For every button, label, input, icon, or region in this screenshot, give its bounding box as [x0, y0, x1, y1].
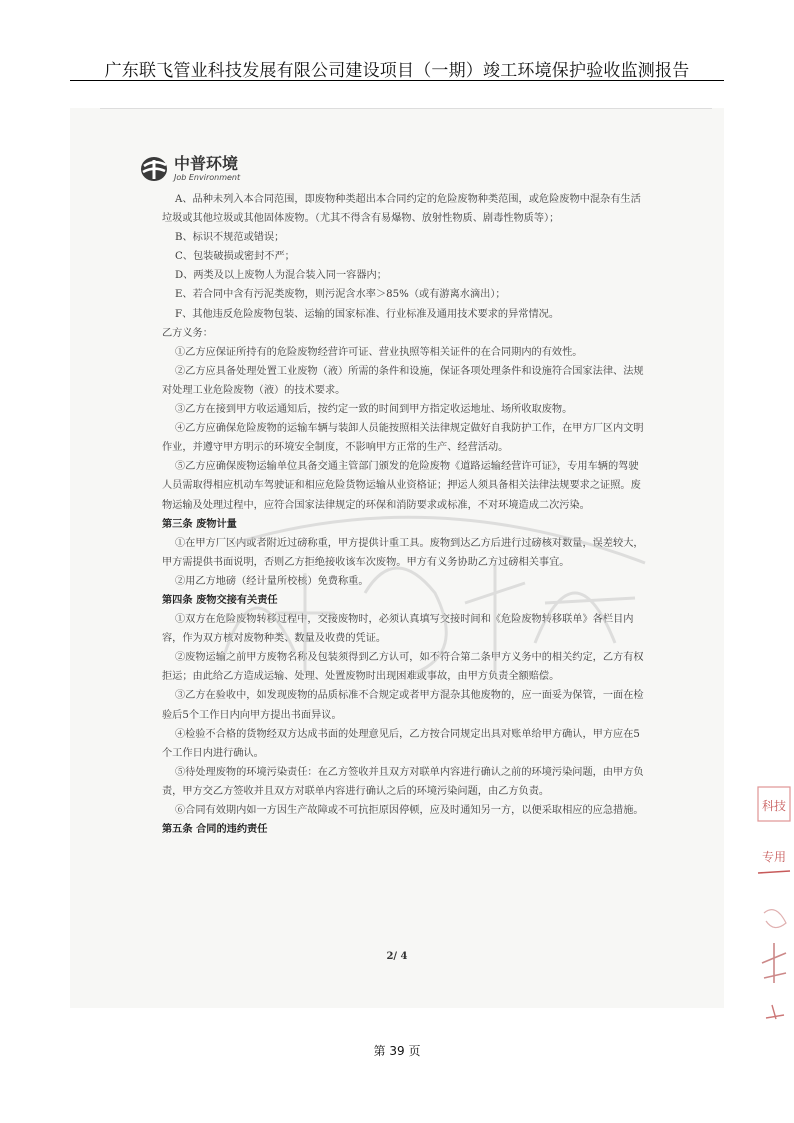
- contract-body: [162, 190, 644, 839]
- section-heading: 第五条 合同的违约责任: [162, 823, 268, 836]
- contract-paragraph: C、包装破损或密封不严；: [175, 251, 295, 263]
- company-logo: [140, 155, 240, 183]
- contract-paragraph: ④乙方应确保危险废物的运输车辆与装卸人员能按照相关法律规定做好自我防护工作，在甲方厂区内文明作业，并遵守甲方明示的环境安全制度，不影响甲方正常的生产、经营活动。: [162, 423, 644, 454]
- page-header-title: 广东联飞管业科技发展有限公司建设项目（一期）竣工环境保护验收监测报告: [104, 61, 690, 81]
- scanned-contract-page: [70, 108, 787, 1008]
- svg-text:科技: 科技: [762, 799, 787, 813]
- scan-edge-line: [100, 108, 712, 109]
- contract-paragraph: ⑤乙方应确保废物运输单位具备交通主管部门颁发的危险废物《道路运输经营许可证》，专用车辆的驾驶人员需取得相应机动车驾驶证和相应危险货物运输从业资格证；押运人须具备相关法律法规要求之证照。废物运输及处理过程中，应符合国家法律规定的环保和消防要求或标准，不对环境造成二次污染。: [162, 461, 641, 511]
- header-divider: [70, 80, 724, 81]
- section-heading: 第三条 废物计量: [162, 517, 237, 530]
- contract-paragraph: B、标识不规范或错误；: [175, 232, 285, 244]
- contract-paragraph: ⑥合同有效期内如一方因生产故障或不可抗拒原因停顿，应及时通知另一方，以便采取相应的应急措施。: [175, 805, 644, 816]
- svg-text:专用: 专用: [762, 850, 787, 864]
- contract-paragraph: ②废物运输之前甲方废物名称及包装须得到乙方认可，如不符合第二条甲方义务中的相关约定，乙方有权拒运；由此给乙方造成运输、处理、处置废物时出现困难或事故，由甲方负责全额赔偿。: [162, 652, 644, 683]
- contract-paragraph: 乙方义务：: [162, 327, 213, 339]
- page-footer-number: 第 39 页: [373, 1044, 421, 1058]
- contract-paragraph: ①乙方应保证所持有的危险废物经营许可证、营业执照等相关证件的在合同期内的有效性。: [175, 346, 583, 358]
- contract-paragraph: D、两类及以上废物人为混合装入同一容器内；: [175, 270, 387, 282]
- contract-paragraph: F、其他违反危险废物包装、运输的国家标准、行业标准及通用技术要求的异常情况。: [175, 308, 560, 320]
- contract-paragraph: ④检验不合格的货物经双方达成书面的处理意见后，乙方按合同规定出具对账单给甲方确认，甲方应在5个工作日内进行确认。: [162, 728, 640, 759]
- seam-stamp: [756, 783, 792, 1033]
- logo-name-cn: 中普环境: [174, 154, 239, 173]
- contract-paragraph: ②用乙方地磅（经计量所校核）免费称重。: [175, 575, 369, 587]
- contract-paragraph: E、若合同中含有污泥类废物，则污泥含水率＞85%（或有游离水滴出）；: [175, 289, 506, 301]
- contract-paragraph: A、品种未列入本合同范围，即废物种类超出本合同约定的危险废物种类范围，或危险废物中混杂有生活垃圾或其他垃圾或其他固体废物。（尤其不得含有易爆物、放射性物质、剧毒性物质等）；: [162, 194, 641, 225]
- scan-page-number: 2/ 4: [386, 951, 408, 962]
- contract-paragraph: ③乙方在接到甲方收运通知后，按约定一致的时间到甲方指定收运地址、场所收取废物。: [175, 404, 573, 416]
- contract-paragraph: ②乙方应具备处理处置工业废物（液）所需的条件和设施，保证各项处理条件和设施符合国家法律、法规对处理工业危险废物（液）的技术要求。: [162, 365, 644, 396]
- logo-name-en: Job Environment: [174, 173, 241, 182]
- contract-paragraph: ①在甲方厂区内或者附近过磅称重，甲方提供计重工具。废物到达乙方后进行过磅核对数量，误差较大，甲方需提供书面说明，否则乙方拒绝接收该车次废物。甲方有义务协助乙方过磅相关事宜。: [162, 537, 644, 568]
- contract-paragraph: ③乙方在验收中，如发现废物的品质标准不合规定或者甲方混杂其他废物的，应一面妥为保管，一面在检验后5个工作日内向甲方提出书面异议。: [162, 690, 644, 721]
- contract-paragraph: ⑤待处理废物的环境污染责任：在乙方签收并且双方对联单内容进行确认之前的环境污染问题，由甲方负责，甲方交乙方签收并且双方对联单内容进行确认之后的环境污染问题，由乙方负责。: [162, 766, 644, 797]
- contract-paragraph: ①双方在危险废物转移过程中，交接废物时，必须认真填写交接时间和《危险废物转移联单》各栏目内容，作为双方核对废物种类、数量及收费的凭证。: [162, 614, 634, 645]
- section-heading: 第四条 废物交接有关责任: [162, 593, 278, 606]
- company-logo-icon: [140, 155, 170, 183]
